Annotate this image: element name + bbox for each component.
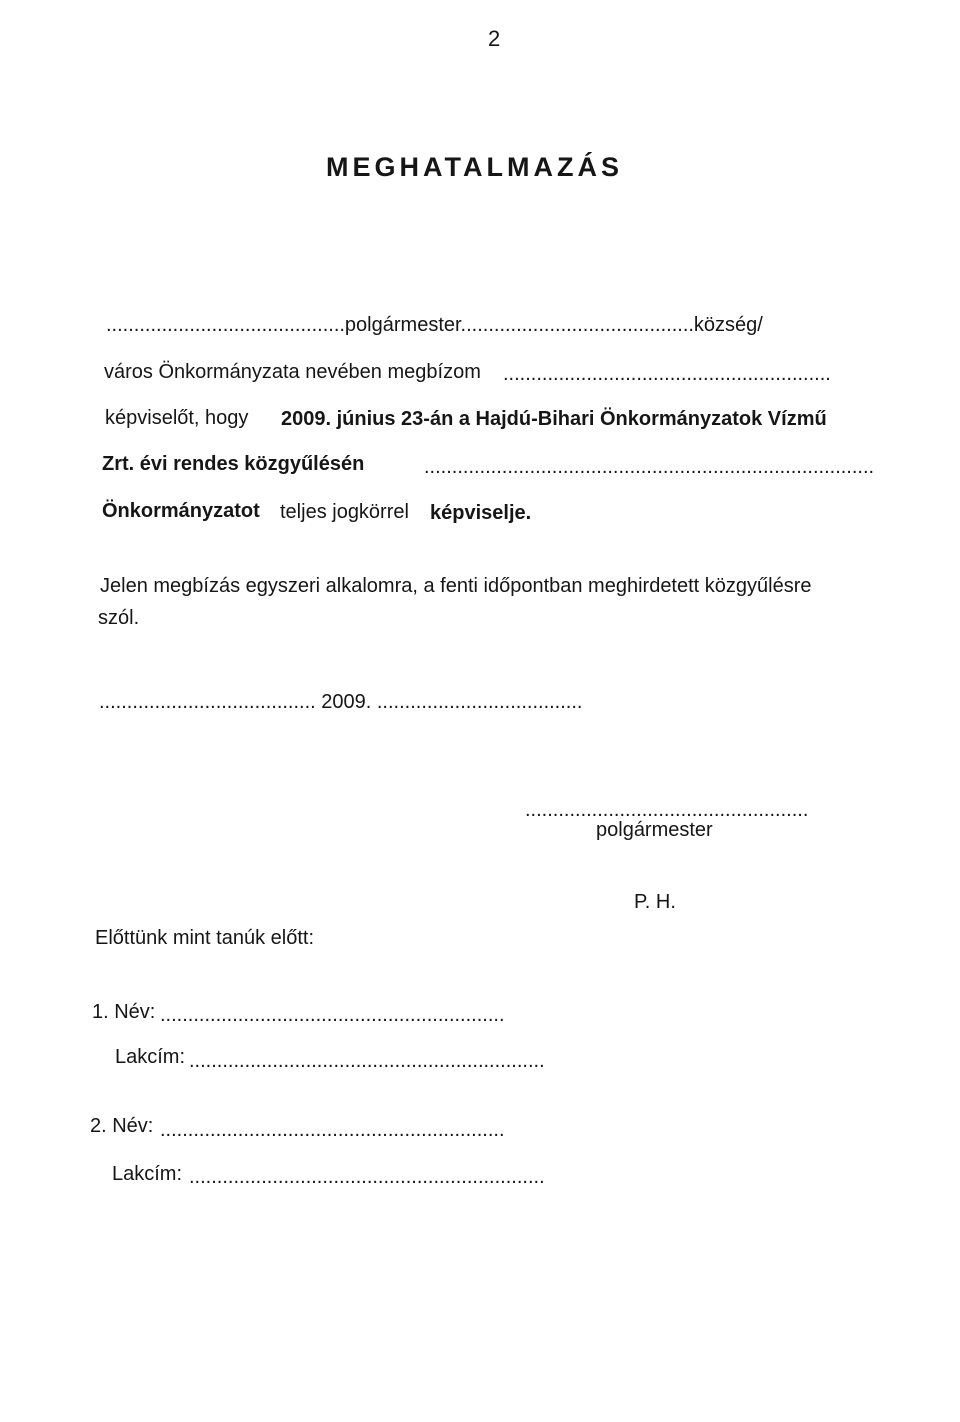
witness-2-address-blank: ................................................................ [189,1166,545,1188]
scope-line-1: Jelen megbízás egyszeri alkalomra, a fenti időpontban meghirdetett közgyűlésre [100,575,812,597]
signature-line: ................................................... [525,799,809,821]
witness-2-name-label: 2. Név: [90,1115,154,1137]
full-authority-text: teljes jogkörrel [280,501,409,523]
document-title: MEGHATALMAZÁS [326,152,623,182]
witness-2-name-blank: .............................................................. [160,1119,505,1141]
witness-1-address-label: Lakcím: [115,1046,186,1068]
witness-1-address-blank: ................................................................ [189,1050,545,1072]
represent-word: képviselje. [430,502,532,524]
seal-placeholder: P. H. [634,891,676,913]
municipality-word: Önkormányzatot [102,500,260,522]
signature-label: polgármester [596,819,713,841]
scope-line-2: szól. [98,607,140,629]
mayor-municipality-line: ...........................................polgármester..........................................község/ [106,314,763,336]
witness-2-address-label: Lakcím: [112,1163,183,1185]
meeting-date-text: 2009. június 23-án a Hajdú-Bihari Önkormányzatok Vízmű [281,408,827,430]
witness-1-name-blank: .............................................................. [160,1004,505,1026]
representative-name-blank: ........................................................... [503,363,831,385]
representative-text: képviselőt, hogy [105,407,249,429]
witnesses-heading: Előttünk mint tanúk előtt: [95,927,315,949]
city-council-text: város Önkormányzata nevében megbízom [104,361,481,383]
general-meeting-text: Zrt. évi rendes közgyűlésén [102,453,365,475]
municipality-name-blank: ................................................................................. [424,456,875,478]
place-date-line: ....................................... 2009. ..................................... [99,691,583,713]
witness-1-name-label: 1. Név: [92,1001,156,1023]
page-number: 2 [488,26,501,51]
